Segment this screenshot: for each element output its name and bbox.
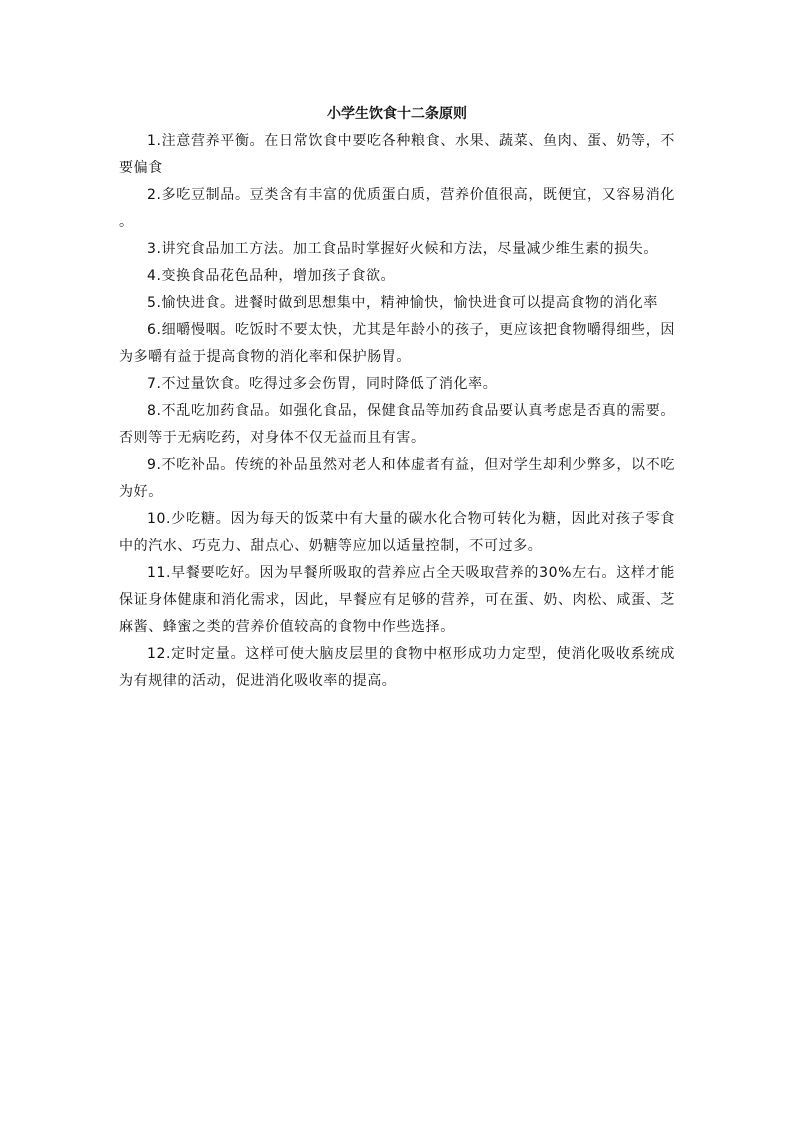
document-body (119, 100, 675, 695)
rule-item-2: 2.多吃豆制品。豆类含有丰富的优质蛋白质，营养价值很高，既便宜，又容易消化。 (119, 187, 675, 230)
rule-item-10: 10.少吃糖。因为每天的饭菜中有大量的碳水化合物可转化为糖，因此对孩子零食中的汽水、巧克力、甜点心、奶糖等应加以适量控制，不可过多。 (119, 511, 675, 554)
rule-item-9: 9.不吃补品。传统的补品虽然对老人和体虚者有益，但对学生却利少弊多，以不吃为好。 (119, 457, 675, 500)
rule-item-6: 6.细嚼慢咽。吃饭时不要太快，尤其是年龄小的孩子，更应该把食物嚼得细些，因为多嚼有益于提高食物的消化率和保护肠胃。 (119, 322, 675, 365)
document-title: 小学生饮食十二条原则 (327, 106, 467, 122)
rule-item-11: 11.早餐要吃好。因为早餐所吸取的营养应占全天吸取营养的30%左右。这样才能保证身体健康和消化需求，因此，早餐应有足够的营养，可在蛋、奶、肉松、咸蛋、芝麻酱、蜂蜜之类的营养价值较高的食物中作些选择。 (119, 565, 675, 635)
rule-item-8: 8.不乱吃加药食品。如强化食品，保健食品等加药食品要认真考虑是否真的需要。否则等于无病吃药，对身体不仅无益而且有害。 (119, 403, 675, 446)
rule-item-4: 4.变换食品花色品种，增加孩子食欲。 (147, 268, 396, 284)
rule-item-1: 1.注意营养平衡。在日常饮食中要吃各种粮食、水果、蔬菜、鱼肉、蛋、奶等，不要偏食 (119, 133, 675, 176)
rules-list (119, 128, 675, 695)
rule-item-12: 12.定时定量。这样可使大脑皮层里的食物中枢形成功力定型，使消化吸收系统成为有规律的活动，促进消化吸收率的提高。 (119, 646, 675, 689)
rule-item-3: 3.讲究食品加工方法。加工食品时掌握好火候和方法，尽量减少维生素的损失。 (147, 241, 658, 257)
rule-item-5: 5.愉快进食。进餐时做到思想集中，精神愉快，愉快进食可以提高食物的消化率 (147, 295, 658, 311)
rule-item-7: 7.不过量饮食。吃得过多会伤胃，同时降低了消化率。 (147, 376, 498, 392)
